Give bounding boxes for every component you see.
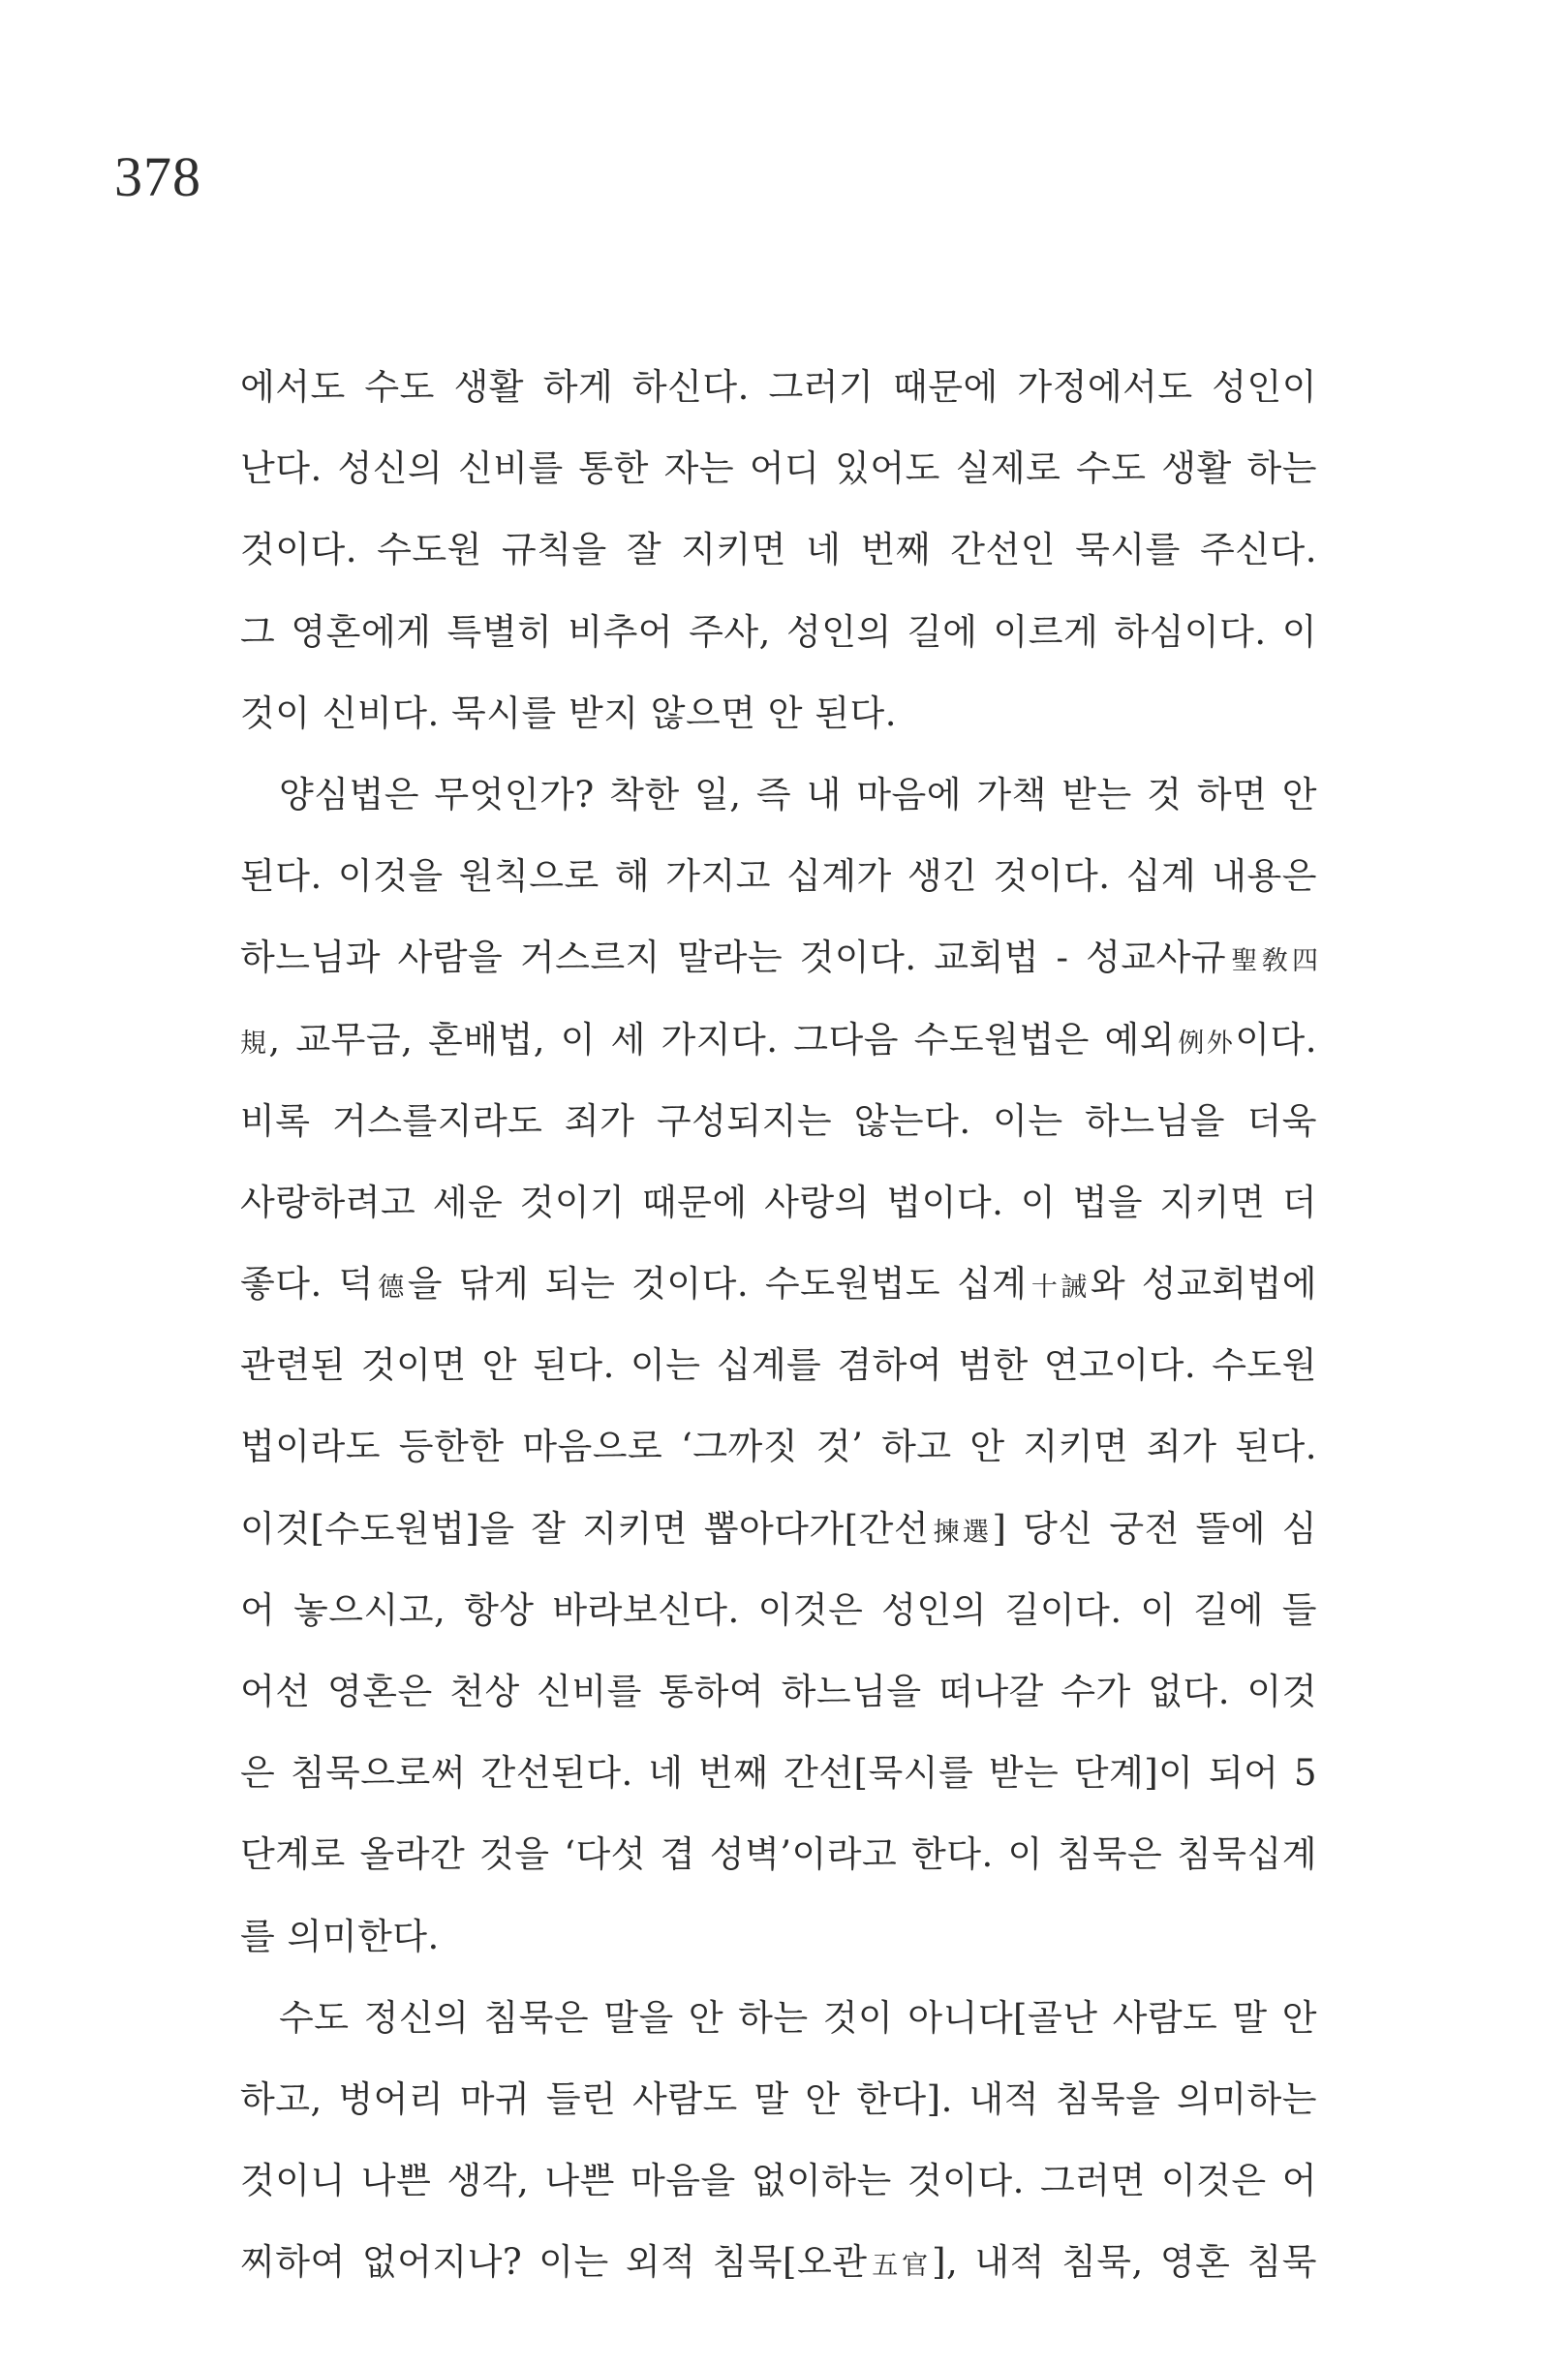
text-line: 어선 영혼은 천상 신비를 통하여 하느님을 떠나갈 수가 없다. 이것 bbox=[240, 1671, 1317, 1712]
line-segment: 찌하여 없어지나? 이는 외적 침묵[오관 bbox=[240, 2241, 868, 2284]
hanja-gloss: 聖敎四 bbox=[1226, 946, 1318, 977]
text-line: 것이니 나쁜 생각, 나쁜 마음을 없이하는 것이다. 그러면 이것은 어 bbox=[240, 2160, 1317, 2202]
text-line: 비록 거스를지라도 죄가 구성되지는 않는다. 이는 하느님을 더욱 bbox=[240, 1099, 1317, 1142]
text-line: 에서도 수도 생활 하게 하신다. 그러기 때문에 가정에서도 성인이 bbox=[240, 366, 1317, 408]
text-line: 단계로 올라간 것을 ‘다섯 겹 성벽’이라고 한다. 이 침묵은 침묵십계 bbox=[240, 1833, 1317, 1876]
text-line: 수도 정신의 침묵은 말을 안 하는 것이 아니다[골난 사람도 말 안 bbox=[279, 1996, 1317, 2039]
line-segment: ], 내적 침묵, 영혼 침묵 bbox=[932, 2241, 1317, 2284]
text-line: 난다. 성신의 신비를 통한 자는 어디 있어도 실제로 수도 생활 하는 bbox=[240, 447, 1317, 490]
hanja-gloss: 德 bbox=[373, 1273, 408, 1304]
line-segment: 좋다. 덕 bbox=[240, 1263, 374, 1306]
line-segment: 이것[수도원법]을 잘 지키면 뽑아다가[간선 bbox=[240, 1507, 930, 1550]
line-segment: , 교무금, 혼배법, 이 세 가지다. 그다음 수도원법은 예외 bbox=[268, 1018, 1175, 1061]
line-segment: 을 닦게 되는 것이다. 수도원법도 십계 bbox=[407, 1263, 1028, 1306]
text-line: 하고, 벙어리 마귀 들린 사람도 말 안 한다]. 내적 침묵을 의미하는 bbox=[240, 2077, 1317, 2120]
body-text bbox=[240, 347, 1317, 2304]
text-line: 것이 신비다. 묵시를 받지 않으면 안 된다. bbox=[240, 692, 897, 734]
hanja-gloss: 規 bbox=[240, 1028, 269, 1059]
hanja-gloss: 揀選 bbox=[929, 1517, 993, 1548]
text-line bbox=[240, 917, 1317, 999]
line-segment: 와 성교회법에 bbox=[1090, 1263, 1318, 1306]
hanja-gloss: 五官 bbox=[867, 2251, 933, 2282]
page-number: 378 bbox=[114, 145, 201, 208]
text-line bbox=[240, 999, 1317, 1081]
text-line: 법이라도 등한한 마음으로 ‘그까짓 것’ 하고 안 지키면 죄가 된다. bbox=[240, 1426, 1317, 1468]
text-line: 은 침묵으로써 간선된다. 네 번째 간선[묵시를 받는 단계]이 되어 5 bbox=[240, 1752, 1317, 1795]
line-segment: 이다. bbox=[1235, 1018, 1318, 1061]
text-line: 관련된 것이면 안 된다. 이는 십계를 겸하여 범한 연고이다. 수도원 bbox=[240, 1344, 1317, 1387]
hanja-gloss: 十誡 bbox=[1027, 1273, 1091, 1304]
line-segment: 하느님과 사람을 거스르지 말라는 것이다. 교회법 - 성교사규 bbox=[240, 937, 1227, 979]
text-line: 를 의미한다. bbox=[240, 1915, 440, 1957]
line-segment: ] 당신 궁전 뜰에 심 bbox=[992, 1507, 1318, 1550]
text-line: 양심법은 무엇인가? 착한 일, 즉 내 마음에 가책 받는 것 하면 안 bbox=[279, 773, 1317, 815]
text-line: 된다. 이것을 원칙으로 해 가지고 십계가 생긴 것이다. 십계 내용은 bbox=[240, 855, 1317, 898]
text-line: 그 영혼에게 특별히 비추어 주사, 성인의 길에 이르게 하심이다. 이 bbox=[240, 610, 1317, 653]
hanja-gloss: 例外 bbox=[1175, 1028, 1236, 1059]
text-line: 사랑하려고 세운 것이기 때문에 사랑의 법이다. 이 법을 지키면 더 bbox=[240, 1181, 1317, 1223]
text-line: 것이다. 수도원 규칙을 잘 지키면 네 번째 간선인 묵시를 주신다. bbox=[240, 529, 1317, 571]
text-line: 어 놓으시고, 항상 바라보신다. 이것은 성인의 길이다. 이 길에 들 bbox=[240, 1588, 1317, 1631]
text-line bbox=[240, 2222, 1317, 2303]
text-line bbox=[240, 1489, 1317, 1570]
text-line bbox=[240, 1244, 1317, 1325]
